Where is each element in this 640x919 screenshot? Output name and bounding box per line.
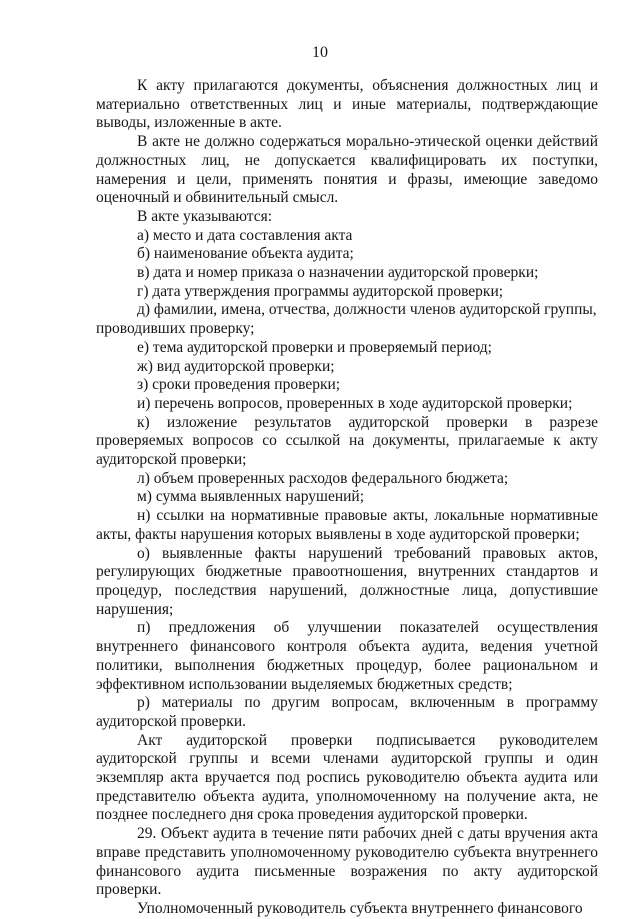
list-item-v: в) дата и номер приказа о назначении аудиторской проверки;	[137, 264, 539, 282]
list-item-n: н) ссылки на нормативные правовые акты, локальные нормативные акты, факты нарушения которых выявлены в ходе аудиторской проверки;	[96, 507, 598, 543]
list-item-o: о) выявленные факты нарушений требований правовых актов, регулирующих бюджетные правоотношения, внутренних стандартов и процедур, последствия нарушений, должностные лица, допустившие нарушения;	[96, 544, 598, 618]
paragraph-authorized-head: Уполномоченный руководитель субъекта внутреннего финансового	[137, 899, 583, 917]
paragraph-signing: Акт аудиторской проверки подписывается руководителем аудиторской группы и всеми членами аудиторской группы и один экземпляр акта вручается под роспись руководителю объекта аудита или представителю объекта аудита, уполномоченному на получение акта, не позднее последнего дня срока проведения аудиторской проверки.	[96, 731, 598, 824]
list-item-g: г) дата утверждения программы аудиторской проверки;	[137, 282, 504, 300]
paragraph-objections: 29. Объект аудита в течение пяти рабочих дней с даты вручения акта вправе представить уполномоченному руководителю субъекта внутреннего финансового аудита письменные возражения по акту аудиторской проверки.	[96, 825, 598, 899]
list-item-r: р) материалы по другим вопросам, включенным в программу аудиторской проверки.	[96, 694, 598, 730]
list-item-k: к) изложение результатов аудиторской проверки в разрезе проверяемых вопросов со ссылкой на документы, прилагаемые к акту аудиторской проверки;	[96, 413, 598, 469]
paragraph-list-intro: В акте указываются:	[137, 207, 273, 225]
document-body	[96, 77, 598, 919]
list-item-d: д) фамилии, имена, отчества, должности членов аудиторской группы, проводивших проверку;	[96, 301, 597, 338]
list-item-e: е) тема аудиторской проверки и проверяемый период;	[137, 338, 492, 356]
list-item-b: б) наименование объекта аудита;	[137, 245, 354, 263]
list-item-m: м) сумма выявленных нарушений;	[137, 488, 365, 506]
list-item-z: з) сроки проведения проверки;	[137, 376, 341, 394]
list-item-i: и) перечень вопросов, проверенных в ходе аудиторской проверки;	[137, 394, 573, 412]
paragraph-ethics: В акте не должно содержаться морально-этической оценки действий должностных лиц, не допускается квалифицировать их поступки, намерения и цели, применять понятия и фразы, имеющие заведомо оценочный и обвинительный смысл.	[96, 133, 598, 207]
page-number: 10	[312, 44, 328, 61]
list-item-p: п) предложения об улучшении показателей осуществления внутреннего финансового контроля объекта аудита, ведения учетной политики, выполнения бюджетных процедур, более рациональном и эффективном использовании выделяемых бюджетных средств;	[96, 619, 598, 693]
list-item-a: а) место и дата составления акта	[137, 226, 353, 244]
paragraph-attachments: К акту прилагаются документы, объяснения должностных лиц и материально ответственных лиц и иные материалы, подтверждающие выводы, изложенные в акте.	[96, 77, 598, 132]
list-item-zh: ж) вид аудиторской проверки;	[137, 357, 335, 375]
list-item-l: л) объем проверенных расходов федерального бюджета;	[137, 469, 509, 487]
